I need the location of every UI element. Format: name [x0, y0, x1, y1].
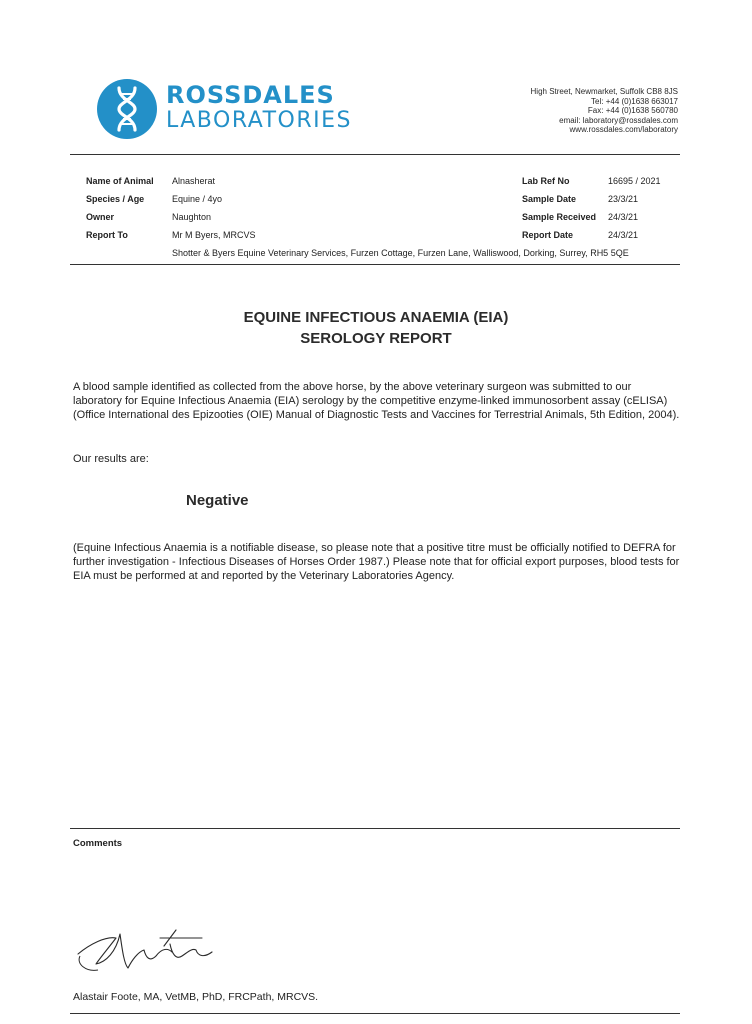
header-divider — [70, 154, 680, 155]
report-date-value: 24/3/21 — [608, 230, 639, 240]
report-title — [0, 307, 752, 349]
practice-address: Shotter & Byers Equine Veterinary Services, Furzen Cottage, Furzen Lane, Walliswood, Dorking, Surrey, RH5 5QE — [172, 248, 629, 258]
contact-address: High Street, Newmarket, Suffolk CB8 8JS — [530, 87, 678, 96]
sample-date-label: Sample Date — [522, 194, 577, 204]
contact-fax: Fax: +44 (0)1638 560780 — [587, 106, 678, 115]
details-labels-right — [522, 172, 596, 244]
report-to-label: Report To — [86, 230, 128, 240]
comments-label: Comments — [73, 838, 123, 849]
name-of-animal-value: Alnasherat — [172, 176, 216, 186]
owner-value: Naughton — [172, 212, 212, 222]
species-age-label: Species / Age — [86, 194, 145, 204]
comments-divider — [70, 828, 680, 829]
sample-received-label: Sample Received — [522, 212, 597, 222]
report-title-line1: EQUINE INFECTIOUS ANAEMIA (EIA) — [243, 309, 509, 326]
report-title-line2: SEROLOGY REPORT — [300, 330, 452, 347]
contact-tel: Tel: +44 (0)1638 663017 — [591, 96, 678, 106]
report-date-label: Report Date — [522, 230, 574, 240]
brand-name-line1: ROSSDALES — [166, 81, 335, 109]
details-labels-left — [86, 172, 154, 244]
owner-label: Owner — [86, 212, 115, 222]
sample-received-value: 24/3/21 — [608, 212, 639, 222]
lab-ref-value: 16695 / 2021 — [608, 176, 661, 186]
name-of-animal-label: Name of Animal — [86, 176, 154, 186]
handwritten-signature — [72, 918, 242, 978]
test-result: Negative — [186, 492, 249, 509]
brand-name-line2: LABORATORIES — [166, 108, 352, 133]
brand-name — [166, 82, 352, 134]
details-divider — [70, 264, 680, 265]
contact-web: www.rossdales.com/laboratory — [569, 125, 678, 134]
contact-block — [531, 87, 678, 135]
intro-paragraph: A blood sample identified as collected from the above horse, by the above veterinary surgeon was submitted to our laboratory for Equine Infectious Anaemia (EIA) serology by the competitive enzyme-linked immunosorbent assay (cELISA) (Office International des Epizooties (OIE) Manual of Diagnostic Tests and Vaccines for Terrestrial Animals, 5th Edition, 2004). — [73, 381, 680, 421]
notifiable-note: (Equine Infectious Anaemia is a notifiable disease, so please note that a positive titre must be officially notified to DEFRA for further investigation - Infectious Diseases of Horses Order 1987.) Please note that for official export purposes, blood tests for EIA must be performed at and reported by the Veterinary Laboratories Agency. — [73, 542, 680, 582]
sample-date-value: 23/3/21 — [608, 194, 639, 204]
details-values-right — [608, 172, 661, 244]
lab-ref-label: Lab Ref No — [522, 176, 570, 186]
dna-helix-icon — [96, 78, 158, 140]
species-age-value: Equine / 4yo — [172, 194, 223, 204]
footer-divider — [70, 1013, 680, 1014]
results-intro: Our results are: — [73, 453, 149, 465]
report-to-value: Mr M Byers, MRCVS — [172, 230, 256, 240]
signatory-name: Alastair Foote, MA, VetMB, PhD, FRCPath, MRCVS. — [73, 991, 319, 1003]
contact-email: email: laboratory@rossdales.com — [559, 115, 678, 125]
